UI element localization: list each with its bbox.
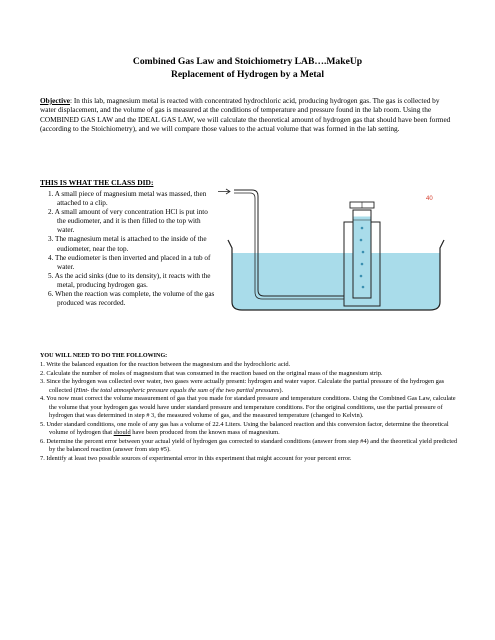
list-item: 3. The magnesium metal is attached to the inside of the eudiometer, near the top.: [48, 235, 207, 253]
list-item: 5. As the acid sinks (due to its density), it reacts with the metal, producing hydrogen gas.: [48, 271, 211, 289]
eudiometer-gas-space: [354, 211, 371, 217]
gas-bubble: [360, 275, 363, 278]
item3-text: 3. Since the hydrogen was collected over water, two gases were actually present: hydrogen and water vapor. Calculate the partial pressure of the hydrogen gas collected (: [40, 378, 445, 394]
list-item: 4. You now must correct the volume measurement of gas that you made for standard pressure and temperature conditions. Using the Combined Gas Law, calculate the volume that your hydrogen gas would have under standard pressure and temperature conditions. For the original conditions, use the partial pressure of hydrogen that was determined in step # 3, the measured volume of gas, and the measured temperature (changed to Kelvin).: [40, 395, 456, 419]
list-item: 2. Calculate the number of moles of magnesium that was consumed in the reaction based on the original mass of the magnesium strip.: [40, 369, 383, 377]
item3-hint: Hint- the total atmospheric pressure equals the sum of the two partial pressures: [75, 386, 280, 394]
gas-bubble: [361, 263, 364, 266]
eudiometer-diagram: [212, 178, 458, 318]
list-item: 6. When the reaction was complete, the volume of the gas produced was recorded.: [48, 290, 215, 308]
class-did-list: [48, 190, 218, 308]
objective-paragraph: [40, 96, 457, 133]
item5-end: have been produced from the known mass of magnesium.: [130, 429, 280, 436]
list-item: 1. Write the balanced equation for the reaction between the magnesium and the hydrochloric acid.: [40, 361, 291, 368]
gas-bubble: [362, 251, 365, 254]
list-item: 2. A small amount of very concentration HCl is put into the eudiometer, and it is then filled to the top with water.: [48, 208, 208, 235]
page-title: Combined Gas Law and Stoichiometry LAB….MakeUp: [132, 56, 363, 67]
gas-bubble: [361, 227, 364, 230]
list-item: 1. A small piece of magnesium metal was massed, then attached to a clip.: [48, 190, 207, 208]
class-did-heading-colon: :: [150, 178, 154, 187]
diagram-label: 40: [426, 196, 433, 202]
need-heading: YOU WILL NEED TO DO THE FOLLOWING:: [40, 353, 168, 359]
objective-text: : In this lab, magnesium metal is reacted with concentrated hydrochloric acid, producing hydrogen gas. The gas is collected by water displacement, and the volume of gas is measured at the conditions of temperature and pressure found in the lab room. Using the COMBINED GAS LAW and the IDEAL GAS LAW, we will calculate the theoretical amount of hydrogen gas that should have been formed (according to the Stoichiometry), and we will compare those values to the actual volume that was formed in the lab setting.: [40, 96, 451, 133]
need-list: [40, 361, 458, 463]
objective-label: Objective: [40, 96, 70, 105]
list-item: 7. Identify at least two possible sources of experimental error in this experiment that might account for your percent error.: [40, 454, 352, 462]
class-did-heading-text: THIS IS WHAT THE CLASS DID: [40, 178, 151, 187]
list-item: 4. The eudiometer is then inverted and placed in a tub of water.: [48, 253, 211, 271]
item5-text: 5. Under standard conditions, one mole of any gas has a volume of 22.4 Liters. Using the balanced reaction and this conversion factor, determine the theoretical volume of hydrogen that: [40, 420, 449, 436]
class-did-heading: [40, 178, 153, 187]
gas-bubble: [362, 286, 365, 289]
item3-end: ).: [279, 386, 284, 394]
eudiometer-tube: [353, 210, 371, 298]
gas-bubble: [360, 239, 363, 242]
arrow-icon: [218, 189, 230, 194]
tub-water: [232, 253, 440, 310]
list-item: 6. Determine the percent error between your actual yield of hydrogen gas corrected to standard conditions (answer from step #4) and the theoretical yield predicted by the balanced reaction (answer from step #5).: [40, 437, 458, 453]
list-item: [40, 421, 458, 438]
list-item: [40, 378, 458, 395]
item5-underlined: should: [113, 429, 131, 436]
page-subtitle: Replacement of Hydrogen by a Metal: [170, 69, 325, 80]
